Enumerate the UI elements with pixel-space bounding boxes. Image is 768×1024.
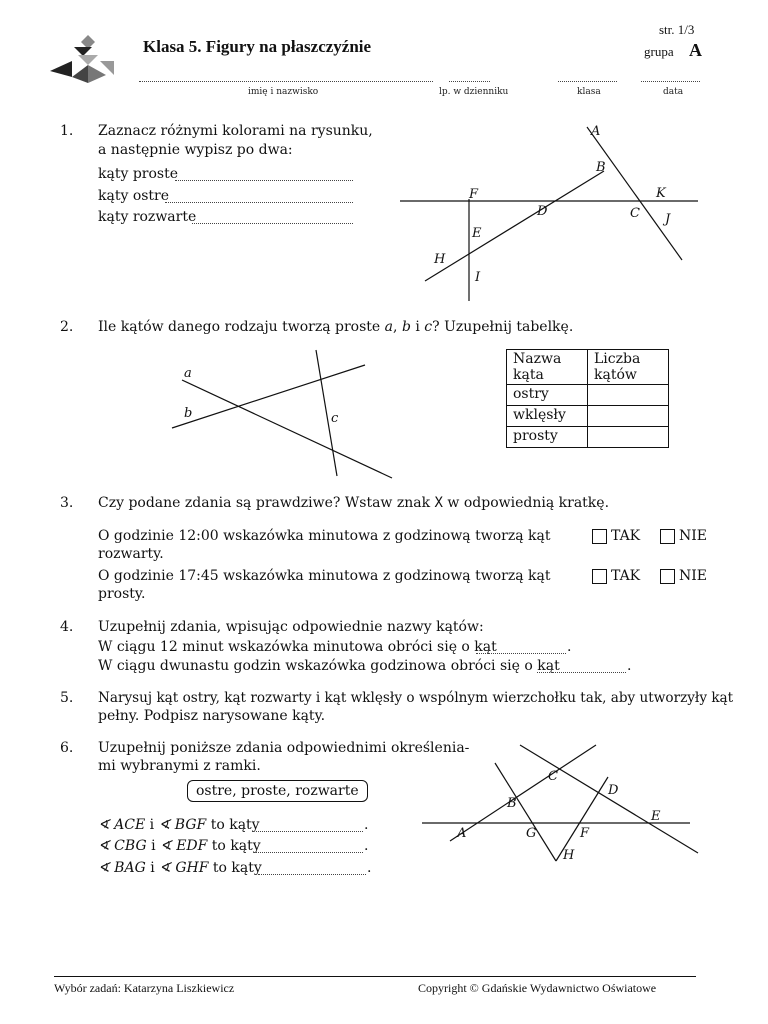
q1-line-hb — [425, 171, 604, 281]
q4-sentence-2: W ciągu dwunastu godzin wskazówka godzinowa obróci się o kąt — [98, 658, 560, 674]
q3-s1-yes-label: TAK — [611, 528, 641, 544]
q1-label-i: I — [475, 270, 481, 285]
q2-angle-table — [506, 349, 669, 448]
q4-prompt: Uzupełnij zdania, wpisując odpowiednie nazwy kątów: — [98, 619, 484, 635]
q2-label-c: c — [331, 411, 339, 426]
table-row — [507, 427, 669, 448]
q1-label-j: J — [665, 212, 671, 227]
table-answer-cell[interactable] — [588, 385, 669, 406]
page-number: str. 1/3 — [659, 22, 695, 37]
table-row — [507, 385, 669, 406]
q3-s1-no-option[interactable] — [660, 527, 707, 545]
q1-obtuse-angles-answer[interactable] — [192, 211, 353, 224]
table-header-count-line1: Liczba — [594, 351, 641, 367]
q5-prompt-line2: pełny. Podpisz narysowane kąty. — [98, 708, 326, 724]
q5-number: 5. — [60, 690, 74, 706]
q2-figure — [160, 340, 410, 490]
q6-label-a: A — [457, 826, 467, 841]
q6-line-ce — [520, 745, 698, 853]
date-field[interactable] — [641, 69, 700, 82]
q2-line-b — [182, 380, 392, 478]
q6-conj: i — [145, 817, 159, 833]
q1-prompt-line2: a następnie wypisz po dwa: — [98, 142, 293, 158]
q3-s2-yes-label: TAK — [611, 568, 641, 584]
q3-prompt-mark: X — [434, 495, 443, 511]
table-row-label: prosty — [507, 427, 588, 448]
q4-answer-2[interactable] — [537, 660, 626, 673]
q6-suffix: to kąty — [207, 838, 261, 854]
q1-label-c: C — [630, 206, 640, 221]
q6-line-ad — [450, 745, 596, 841]
q1-item-obtuse-angles-label: kąty rozwarte — [98, 209, 197, 225]
q6-label-b: B — [507, 796, 517, 811]
q1-label-f: F — [469, 187, 479, 202]
name-field-label: imię i nazwisko — [248, 87, 319, 97]
q6-conj: i — [146, 838, 161, 854]
q6-angle-ace: ∢ ACE — [98, 817, 146, 833]
q3-s2-no-checkbox[interactable] — [660, 569, 675, 584]
q3-statement-2-line1: O godzinie 17:45 wskazówka minutowa z godzinową tworzą kąt — [98, 568, 551, 584]
q1-item-obtuse-angles — [98, 208, 196, 226]
footer-author: Wybór zadań: Katarzyna Liszkiewicz — [54, 981, 235, 995]
q6-suffix: to kąty — [208, 860, 262, 876]
q1-acute-angles-answer[interactable] — [165, 190, 353, 203]
q6-answer-2[interactable] — [256, 840, 363, 853]
q3-s2-no-label: NIE — [679, 568, 707, 584]
footer-divider — [54, 976, 696, 977]
q3-s1-no-checkbox[interactable] — [660, 529, 675, 544]
q1-label-h: H — [434, 252, 446, 267]
q1-item-right-angles-label: kąty proste — [98, 166, 178, 182]
q4-sentence-1: W ciągu 12 minut wskazówka minutowa obróci się o kąt — [98, 639, 497, 655]
page-title: Klasa 5. Figury na płaszczyźnie — [143, 37, 372, 56]
q3-prompt-end: w odpowiednią kratkę. — [442, 495, 610, 511]
q3-s2-yes-checkbox[interactable] — [592, 569, 607, 584]
q6-angle-bag: ∢ BAG — [98, 860, 146, 876]
q6-angle-bgf: ∢ BGF — [158, 817, 207, 833]
q6-prompt-line1: Uzupełnij poniższe zdania odpowiednimi określenia- — [98, 740, 470, 756]
q2-prompt-var-a: a — [384, 319, 394, 335]
table-header-name-line2: kąta — [513, 367, 544, 383]
q5-prompt-line1: Narysuj kąt ostry, kąt rozwarty i kąt wklęsły o wspólnym wierzchołku tak, aby utworzyły kąt — [98, 690, 734, 706]
q6-sentence-3 — [98, 859, 262, 877]
class-field-label: klasa — [577, 87, 601, 97]
q6-end-1: . — [364, 817, 369, 833]
q6-label-c: C — [548, 769, 558, 784]
q1-label-b: B — [596, 160, 606, 175]
table-answer-cell[interactable] — [588, 406, 669, 427]
q3-s1-yes-checkbox[interactable] — [592, 529, 607, 544]
q3-s2-no-option[interactable] — [660, 567, 707, 585]
q1-label-d: D — [537, 204, 548, 219]
table-header-name — [507, 350, 588, 385]
q3-s1-yes-option[interactable] — [592, 527, 640, 545]
q1-label-k: K — [656, 186, 666, 201]
q6-label-e: E — [651, 809, 661, 824]
q1-label-a: A — [591, 124, 601, 139]
q6-label-g: G — [526, 826, 537, 841]
q1-number: 1. — [60, 123, 74, 139]
q6-sentence-2 — [98, 837, 261, 855]
q6-label-h: H — [563, 848, 575, 863]
table-header-count-line2: kątów — [594, 367, 637, 383]
q3-statement-1-line2: rozwarty. — [98, 546, 164, 562]
table-row-label: ostry — [507, 385, 588, 406]
q4-end-2: . — [627, 658, 632, 674]
q2-prompt-sep1: , — [393, 319, 402, 335]
q6-suffix: to kąty — [206, 817, 260, 833]
q6-end-2: . — [364, 838, 369, 854]
q2-prompt-end: ? Uzupełnij tabelkę. — [432, 319, 574, 335]
name-field[interactable] — [139, 69, 433, 82]
q6-number: 6. — [60, 740, 74, 756]
q2-prompt — [98, 318, 573, 336]
q3-prompt — [98, 494, 609, 512]
group-label: grupa — [644, 44, 674, 59]
q1-prompt-line1: Zaznacz różnymi kolorami na rysunku, — [98, 123, 373, 139]
q2-prompt-var-c: c — [424, 319, 433, 335]
q1-right-angles-answer[interactable] — [175, 168, 353, 181]
q3-statement-1-line1: O godzinie 12:00 wskazówka minutowa z godzinową tworzą kąt — [98, 528, 551, 544]
q3-number: 3. — [60, 495, 74, 511]
q2-prompt-start: Ile kątów danego rodzaju tworzą proste — [98, 319, 385, 335]
table-header-count — [588, 350, 669, 385]
q1-label-e: E — [472, 226, 482, 241]
q6-answer-3[interactable] — [258, 862, 366, 875]
number-field-label: lp. w dzienniku — [439, 87, 509, 97]
publisher-logo-icon — [48, 33, 118, 87]
group-letter: A — [689, 40, 702, 60]
table-row — [507, 406, 669, 427]
q2-label-b: b — [184, 406, 193, 421]
q1-item-acute-angles-label: kąty ostre — [98, 188, 170, 204]
q2-number: 2. — [60, 319, 74, 335]
class-field[interactable] — [558, 69, 617, 82]
q6-angle-cbg: ∢ CBG — [98, 838, 147, 854]
q4-end-1: . — [567, 639, 572, 655]
q1-item-right-angles — [98, 165, 178, 183]
q3-prompt-start: Czy podane zdania są prawdziwe? Wstaw znak — [98, 495, 435, 511]
q6-prompt-line2: mi wybranymi z ramki. — [98, 758, 261, 774]
date-field-label: data — [663, 87, 684, 97]
q6-angle-ghf: ∢ GHF — [159, 860, 209, 876]
q1-line-ac — [587, 127, 682, 260]
q3-s2-yes-option[interactable] — [592, 567, 640, 585]
number-field[interactable] — [449, 69, 490, 82]
q2-prompt-var-b: b — [401, 319, 411, 335]
q6-word-box: ostre, proste, rozwarte — [187, 780, 368, 802]
table-row-label: wklęsły — [507, 406, 588, 427]
q6-end-3: . — [367, 860, 372, 876]
q6-label-d: D — [608, 783, 619, 798]
q6-answer-1[interactable] — [256, 819, 363, 832]
table-answer-cell[interactable] — [588, 427, 669, 448]
q4-number: 4. — [60, 619, 74, 635]
q3-statement-2-line2: prosty. — [98, 586, 146, 602]
footer-copyright: Copyright © Gdańskie Wydawnictwo Oświatowe — [418, 981, 657, 995]
q2-prompt-sep2: i — [410, 319, 425, 335]
q6-conj: i — [145, 860, 160, 876]
table-header-row — [507, 350, 669, 385]
q6-angle-edf: ∢ EDF — [160, 838, 208, 854]
q1-item-acute-angles — [98, 187, 169, 205]
q4-answer-1[interactable] — [476, 641, 566, 654]
table-header-name-line1: Nazwa — [513, 351, 562, 367]
q2-label-a: a — [184, 366, 192, 381]
q1-figure — [380, 115, 710, 305]
q6-sentence-1 — [98, 816, 260, 834]
q3-s1-no-label: NIE — [679, 528, 707, 544]
q6-figure — [410, 735, 710, 875]
q6-label-f: F — [580, 826, 590, 841]
